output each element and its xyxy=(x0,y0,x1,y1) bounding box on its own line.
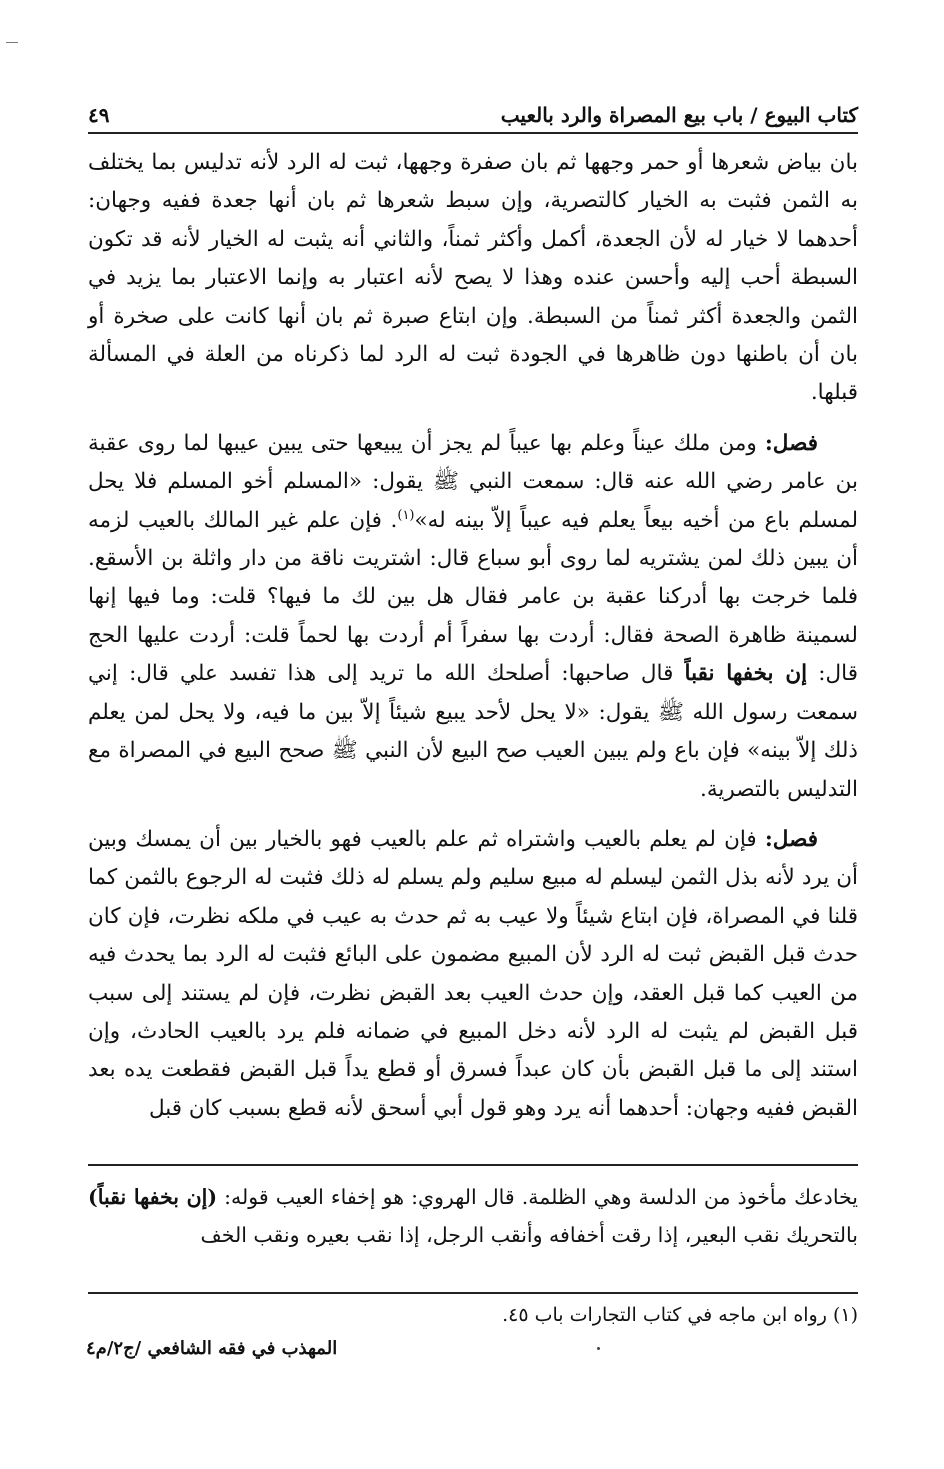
gloss-part-b: بالتحريك نقب البعير، إذا رقت أخفافه وأنقب الرجل، إذا نقب بعيره ونقب الخف xyxy=(200,1223,858,1247)
paragraph-1: بان بياض شعرها أو حمر وجهها ثم بان صفرة وجهها، ثبت له الرد لأنه تدليس بما يختلف به الثمن فثبت به الخيار كالتصرية، وإن سبط شعرها ثم بان أنها جعدة ففيه وجهان: أحدهما لا خيار له لأن الجعدة، أكمل وأكثر ثمناً، والثاني أنه يثبت له الخيار لأنه قد تكون السبطة أحب إليه وأحسن عنده وهذا لا يصح لأنه اعتبار به وإنما الاعتبار بما يزيد في الثمن والجعدة أكثر ثمناً من السبطة. وإن ابتاع صبرة ثم بان أنها كانت على صخرة أو بان أن باطنها دون ظاهرها في الجودة ثبت له الرد لما ذكرناه من العلة في المسألة قبلها. xyxy=(88,150,858,406)
running-header xyxy=(88,100,858,130)
paragraph-3-text: فإن لم يعلم بالعيب واشتراه ثم علم بالعيب فهو بالخيار بين أن يمسك وبين أن يرد لأنه بذل الثمن ليسلم له مبيع سليم ولم يسلم له ذلك فثبت له الرجوع بالثمن كما قلنا في المصراة، فإن ابتاع شيئاً ولا عيب به ثم حدث به عيب في ملكه نظرت، فإن كان حدث قبل القبض ثبت له الرد لأن المبيع مضمون على البائع فثبت له الرد بما يحدث فيه من العيب كما قبل العقد، وإن حدث العيب بعد القبض نظرت، فإن لم يستند إلى سبب قبل القبض لم يثبت له الرد لأنه دخل المبيع في ضمانه فلم يرد بالعيب الحادث، وإن استند إلى ما قبل القبض بأن كان عبداً فسرق أو قطع يداً قبل القبض فقطعت يده بعد القبض ففيه وجهان: أحدهما أنه يرد وهو قول أبي أسحق لأنه قطع بسبب كان قبل xyxy=(88,826,858,1121)
gloss-rule xyxy=(88,1164,858,1166)
section-label: فصل: xyxy=(764,826,818,852)
header-rule xyxy=(88,132,858,134)
scan-dot xyxy=(597,1347,600,1350)
page-number: ٤٩ xyxy=(88,103,110,127)
paragraph-2-part-a: ومن ملك عيناً وعلم بها عيباً لم يجز أن يبيعها حتى يبين عيبها لما روى عقبة بن عامر رضي الله عنه قال: سمعت النبي ﷺ يقول: «المسلم أخو المسلم فلا يحل لمسلم باع من أخيه بيعاً يعلم فيه عيباً إلاّ بينه له» xyxy=(88,430,858,533)
gloss-notes xyxy=(88,1178,858,1254)
footnote-rule xyxy=(88,1292,858,1294)
paragraph-2 xyxy=(88,425,858,809)
paragraph-2-part-c: قال صاحبها: أصلحك الله ما تريد إلى هذا تفسد علي قال: إني سمعت رسول الله ﷺ يقول: «لا يحل لأحد يبيع شيئاً إلاّ بين ما فيه، ولا يحل لمن يعلم ذلك إلاّ بينه» فإن باع ولم يبين العيب صح البيع لأن النبي ﷺ صحح البيع في المصراة مع التدليس بالتصرية. xyxy=(88,661,858,802)
scan-edge-mark xyxy=(6,42,18,43)
main-text xyxy=(88,144,858,1140)
footnote-1: (١) رواه ابن ماجه في كتاب التجارات باب ٤٥. xyxy=(502,1304,858,1326)
header-title: كتاب البيوع / باب بيع المصراة والرد بالعيب xyxy=(500,103,858,127)
paragraph-2-part-b: . فإن علم غير المالك بالعيب لزمه أن يبين ذلك لمن يشتريه لما روى أبو سباع قال: اشتريت ناقة من دار واثلة بن الأسقع. فلما خرجت بها أدركنا عقبة بن عامر فقال هل بين لك ما فيها؟ قلت: وما فيها إنها لسمينة ظاهرة الصحة فقال: أردت بها سفراً أم أردت بها لحماً قلت: أردت عليها الحج قال: xyxy=(88,507,858,687)
paragraph-3 xyxy=(88,821,858,1128)
gloss-paragraph xyxy=(88,1178,858,1254)
book-signature: المهذب في فقه الشافعي /ج٢/م٤ xyxy=(86,1338,338,1359)
gloss-part-a: يخادعك مأخوذ من الدلسة وهي الظلمة. قال الهروي: هو إخفاء العيب قوله: xyxy=(217,1185,858,1209)
footnote-ref: (١) xyxy=(397,507,415,523)
bold-phrase: إن بخفها نقباً xyxy=(684,661,808,687)
footnotes xyxy=(88,1298,858,1332)
gloss-bold: (إن بخفها نقباً) xyxy=(88,1185,218,1209)
section-label: فصل: xyxy=(764,430,818,456)
